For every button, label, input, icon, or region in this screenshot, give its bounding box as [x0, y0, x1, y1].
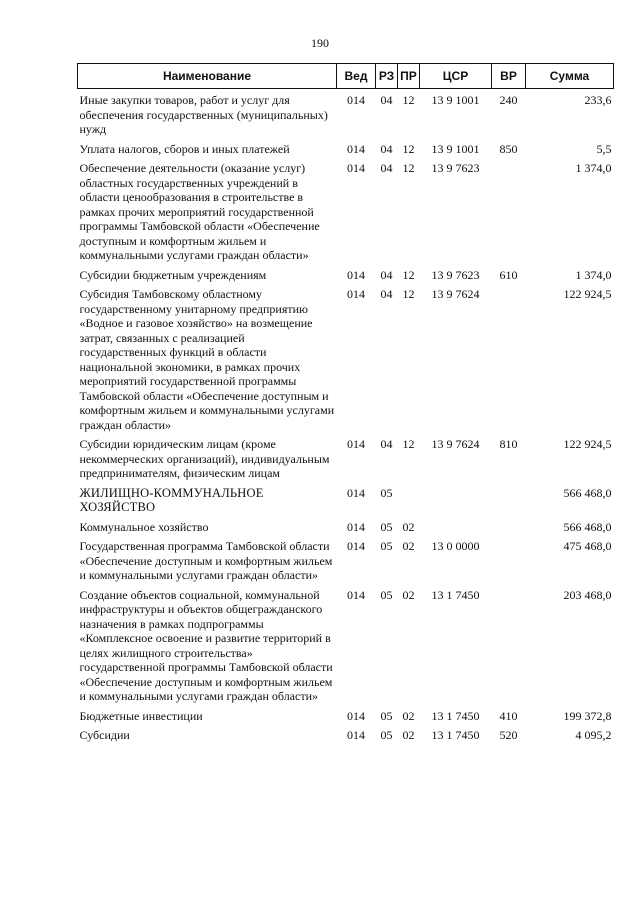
row-vr: 850	[499, 141, 518, 156]
table-row	[78, 586, 614, 707]
row-ved: 014	[347, 539, 365, 553]
row-vr: 240	[499, 93, 518, 107]
budget-table	[77, 63, 614, 746]
row-csr: 13 1 7450	[431, 708, 480, 723]
row-rz: 04	[380, 267, 393, 282]
row-vr: 810	[499, 437, 518, 451]
row-csr: 13 9 7624	[431, 437, 480, 451]
row-pr: 12	[402, 437, 415, 451]
row-vr	[492, 285, 526, 435]
row-ved: 014	[347, 141, 365, 156]
row-sum: 475 468,0	[563, 539, 612, 553]
row-pr: 12	[402, 267, 415, 282]
row-vr	[492, 518, 526, 538]
table-row	[78, 159, 614, 266]
row-pr	[398, 484, 420, 518]
row-pr: 12	[402, 141, 415, 156]
row-rz: 05	[380, 519, 393, 534]
row-ved: 014	[347, 485, 365, 500]
row-sum: 203 468,0	[563, 587, 612, 602]
row-ved: 014	[347, 93, 365, 107]
row-csr	[420, 518, 492, 538]
row-csr: 13 9 7623	[431, 161, 480, 175]
row-vr	[492, 484, 526, 518]
row-name: Коммунальное хозяйство	[79, 519, 209, 534]
row-csr: 13 9 1001	[431, 93, 480, 107]
row-sum: 122 924,5	[563, 437, 612, 451]
table-row	[78, 707, 614, 727]
row-vr: 410	[499, 708, 518, 723]
table-header-row	[78, 64, 614, 89]
row-vr	[492, 586, 526, 707]
row-rz: 05	[380, 728, 393, 742]
table-row	[78, 518, 614, 538]
row-name: Субсидии	[79, 728, 130, 742]
row-name: Субсидии юридическим лицам (кроме некоммерческих организаций), индивидуальным предпринимателям, физическим лицам	[79, 437, 330, 480]
row-rz: 04	[380, 141, 393, 156]
row-name: ЖИЛИЩНО-КОММУНАЛЬНОЕ ХОЗЯЙСТВО	[79, 485, 264, 514]
row-pr: 12	[402, 161, 415, 175]
row-ved: 014	[347, 708, 365, 723]
row-sum: 1 374,0	[575, 267, 612, 282]
row-pr: 02	[402, 519, 415, 534]
row-name: Уплата налогов, сборов и иных платежей	[79, 141, 290, 156]
table-row	[78, 484, 614, 518]
row-name: Создание объектов социальной, коммунальной инфраструктуры и объектов общегражданского назначения в рамках подпрограммы «Комплексное освоение и развитие территорий в целях жилищного строительства» государственной программы Тамбовской области «Обеспечение доступным и комфортным жильем и коммунальными услугами граждан области»	[79, 587, 333, 703]
row-sum: 199 372,8	[563, 708, 612, 723]
row-vr	[492, 537, 526, 586]
row-csr: 13 1 7450	[431, 728, 480, 742]
row-ved: 014	[347, 728, 365, 742]
page-number: 190	[311, 36, 329, 50]
row-ved: 014	[347, 519, 365, 534]
row-sum: 1 374,0	[575, 161, 612, 175]
row-ved: 014	[347, 287, 365, 301]
table-row	[78, 435, 614, 484]
row-name: Субсидия Тамбовскому областному государственному унитарному предприятию «Водное и газовое хозяйство» на возмещение затрат, связанных с реализацией государственных функций в области национальной экономики, в рамках прочих мероприятий государственной программы Тамбовской области «Обеспечение доступным и комфортным жильем и коммунальными услугами граждан области»	[79, 287, 335, 432]
row-csr: 13 1 7450	[431, 587, 480, 602]
row-ved: 014	[347, 587, 365, 602]
row-rz: 04	[380, 437, 393, 451]
row-name: Иные закупки товаров, работ и услуг для обеспечения государственных (муниципальных) нужд	[79, 93, 328, 136]
row-sum: 4 095,2	[575, 728, 612, 742]
table-row	[78, 266, 614, 286]
table-row	[78, 726, 614, 746]
row-rz: 04	[380, 93, 393, 107]
row-vr: 610	[499, 267, 518, 282]
row-vr	[492, 159, 526, 266]
row-sum: 566 468,0	[563, 519, 612, 534]
row-sum: 5,5	[596, 141, 612, 156]
row-csr	[420, 484, 492, 518]
row-rz: 05	[380, 708, 393, 723]
row-pr: 02	[402, 587, 415, 602]
column-header-name: Наименование	[78, 64, 337, 89]
column-header-pr: ПР	[398, 64, 420, 89]
row-pr: 12	[402, 287, 415, 301]
row-pr: 02	[402, 539, 415, 553]
column-header-csr: ЦСР	[420, 64, 492, 89]
table-row	[78, 285, 614, 435]
row-csr: 13 9 7623	[431, 267, 480, 282]
row-rz: 05	[380, 485, 393, 500]
row-sum: 233,6	[584, 93, 612, 107]
row-name: Обеспечение деятельности (оказание услуг) областных государственных учреждений в области ценообразования в строительстве в рамках прочих мероприятий государственной программы Тамбовской области «Обеспечение доступным и комфортным жильем и коммунальными услугами граждан области»	[79, 161, 320, 262]
row-rz: 05	[380, 587, 393, 602]
row-rz: 04	[380, 287, 393, 301]
row-csr: 13 0 0000	[431, 539, 480, 553]
row-pr: 02	[402, 708, 415, 723]
row-ved: 014	[347, 437, 365, 451]
row-rz: 04	[380, 161, 393, 175]
row-pr: 12	[402, 93, 415, 107]
row-pr: 02	[402, 728, 415, 742]
column-header-sum: Сумма	[526, 64, 614, 89]
column-header-ved: Вед	[337, 64, 376, 89]
row-name: Бюджетные инвестиции	[79, 708, 203, 723]
row-csr: 13 9 1001	[431, 141, 480, 156]
row-sum: 566 468,0	[563, 485, 612, 500]
row-ved: 014	[347, 161, 365, 175]
row-csr: 13 9 7624	[431, 287, 480, 301]
table-row	[78, 140, 614, 160]
row-sum: 122 924,5	[563, 287, 612, 301]
row-ved: 014	[347, 267, 365, 282]
column-header-rz: РЗ	[376, 64, 398, 89]
table-row	[78, 89, 614, 140]
table-row	[78, 537, 614, 586]
row-rz: 05	[380, 539, 393, 553]
row-name: Государственная программа Тамбовской области «Обеспечение доступным и комфортным жильем и коммунальными услугами граждан области»	[79, 539, 333, 582]
column-header-vr: ВР	[492, 64, 526, 89]
row-name: Субсидии бюджетным учреждениям	[79, 267, 267, 282]
row-vr: 520	[499, 728, 518, 742]
